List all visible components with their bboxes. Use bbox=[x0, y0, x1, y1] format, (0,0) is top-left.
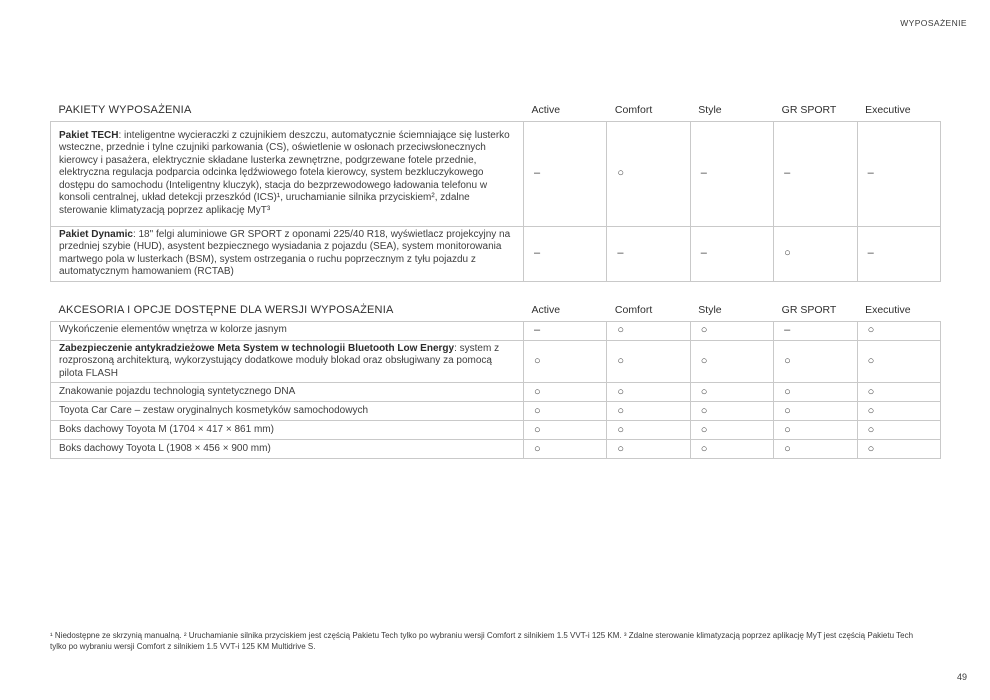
availability-cell: ○ bbox=[607, 421, 690, 440]
trim-header-active: Active bbox=[531, 304, 561, 316]
trim-header-executive: Executive bbox=[865, 104, 911, 116]
package-name: Pakiet TECH bbox=[59, 129, 119, 141]
table-row bbox=[51, 321, 941, 340]
package-description: : inteligentne wycieraczki z czujnikiem deszczu, automatycznie ściemniające się lusterko wsteczne, przednie i tylne czujniki parkowania (CS), oświetlenie w osłonach przeciwsłonecznych kierowcy i pasażera, elektrycznie składane lusterka zewnętrzne, podgrzewane fotele przednie, elektryczna regulacja podparcia odcinka lędźwiowego fotela kierowcy, system bezkluczykowego dostępu do samochodu (Inteligentny kluczyk), stacja do bezprzewodowego ładowania telefonu w konsoli centralnej, układ detekcji przeszkód (ICS)¹, uruchamianie silnika przyciskiem², zdalne sterowanie klimatyzacją poprzez aplikację MyT³ bbox=[59, 129, 510, 217]
availability-cell: ○ bbox=[774, 383, 857, 402]
availability-cell: ○ bbox=[690, 321, 773, 340]
trim-header-gr-sport: GR SPORT bbox=[781, 104, 837, 116]
accessory-description: Boks dachowy Toyota M (1704 × 417 × 861 mm) bbox=[59, 424, 274, 436]
accessories-title: AKCESORIA I OPCJE DOSTĘPNE DLA WERSJI WYPOSAŻENIA bbox=[58, 304, 394, 316]
feature-cell bbox=[51, 340, 524, 383]
availability-cell: ○ bbox=[607, 402, 690, 421]
feature-cell bbox=[51, 321, 524, 340]
availability-cell: ○ bbox=[524, 440, 607, 459]
package-description: : 18" felgi aluminiowe GR SPORT z oponami 225/40 R18, wyświetlacz projekcyjny na przedniej szybie (HUD), asystent bezpiecznego wysiadania z pojazdu (SEA), system monitorowania martwego pola w lusterkach (BSM), system ostrzegania o ruchu poprzecznym z tyłu pojazdu z automatycznym hamowaniem (RCTAB) bbox=[59, 228, 511, 278]
table-row bbox=[51, 421, 941, 440]
availability-cell: ○ bbox=[774, 226, 857, 281]
availability-cell: ○ bbox=[774, 402, 857, 421]
feature-cell bbox=[51, 440, 524, 459]
accessory-description: : system z rozproszoną architekturą, wykorzystujący dodatkowe moduły blokad oraz obsługiwany za pomocą pilota FLASH bbox=[59, 342, 500, 379]
availability-cell: ○ bbox=[607, 321, 690, 340]
section-label: WYPOSAŻENIE bbox=[900, 18, 967, 28]
availability-cell: ○ bbox=[857, 402, 940, 421]
availability-cell: – bbox=[857, 121, 940, 226]
availability-cell: ○ bbox=[857, 321, 940, 340]
table-row bbox=[51, 402, 941, 421]
availability-cell: – bbox=[857, 226, 940, 281]
availability-cell: – bbox=[774, 121, 857, 226]
availability-cell: ○ bbox=[690, 402, 773, 421]
accessory-description: Znakowanie pojazdu technologią syntetycznego DNA bbox=[59, 386, 296, 398]
availability-cell: ○ bbox=[857, 340, 940, 383]
availability-cell: ○ bbox=[524, 402, 607, 421]
availability-cell: – bbox=[690, 121, 773, 226]
availability-cell: ○ bbox=[690, 340, 773, 383]
package-name: Pakiet Dynamic bbox=[59, 228, 133, 240]
availability-cell: ○ bbox=[857, 383, 940, 402]
trim-header-executive: Executive bbox=[865, 304, 911, 316]
trim-header-comfort: Comfort bbox=[614, 304, 653, 316]
page-number: 49 bbox=[956, 672, 967, 682]
feature-cell bbox=[51, 402, 524, 421]
feature-cell bbox=[51, 121, 524, 226]
table-row bbox=[51, 383, 941, 402]
availability-cell: ○ bbox=[690, 421, 773, 440]
accessory-description: Toyota Car Care – zestaw oryginalnych kosmetyków samochodowych bbox=[59, 405, 369, 417]
accessory-description: Boks dachowy Toyota L (1908 × 456 × 900 mm) bbox=[59, 443, 271, 455]
availability-cell: ○ bbox=[690, 440, 773, 459]
availability-cell: ○ bbox=[857, 440, 940, 459]
accessory-name: Zabezpieczenie antykradzieżowe Meta System w technologii Bluetooth Low Energy bbox=[59, 342, 455, 354]
availability-cell: – bbox=[607, 226, 690, 281]
availability-cell: – bbox=[774, 321, 857, 340]
footnote: ¹ Niedostępne ze skrzynią manualną. ² Uruchamianie silnika przyciskiem jest częścią Pakietu Tech tylko po wybraniu wersji Comfort z silnikiem 1.5 VVT-i 125 KM. ³ Zdalne sterowanie klimatyzacją poprzez aplikację MyT jest częścią Pakietu Tech tylko po wybraniu wersji Comfort z silnikiem 1.5 VVT-i 125 KM Multidrive S. bbox=[50, 631, 914, 651]
accessories-header-row bbox=[51, 304, 941, 321]
availability-cell: ○ bbox=[607, 383, 690, 402]
trim-header-gr-sport: GR SPORT bbox=[781, 304, 837, 316]
availability-cell: ○ bbox=[607, 440, 690, 459]
availability-cell: ○ bbox=[607, 340, 690, 383]
table-row bbox=[51, 440, 941, 459]
availability-cell: ○ bbox=[524, 340, 607, 383]
availability-cell: ○ bbox=[690, 383, 773, 402]
feature-cell bbox=[51, 226, 524, 281]
trim-header-style: Style bbox=[698, 104, 722, 116]
trim-header-active: Active bbox=[531, 104, 561, 116]
trim-header-style: Style bbox=[698, 304, 722, 316]
availability-cell: ○ bbox=[524, 421, 607, 440]
availability-cell: – bbox=[524, 321, 607, 340]
table-row bbox=[51, 226, 941, 281]
availability-cell: ○ bbox=[774, 440, 857, 459]
table-row bbox=[51, 340, 941, 383]
availability-cell: – bbox=[690, 226, 773, 281]
packages-title: PAKIETY WYPOSAŻENIA bbox=[58, 104, 192, 116]
availability-cell: ○ bbox=[607, 121, 690, 226]
packages-table bbox=[50, 104, 941, 282]
availability-cell: – bbox=[524, 226, 607, 281]
packages-header-row bbox=[51, 104, 941, 121]
availability-cell: ○ bbox=[524, 383, 607, 402]
feature-cell bbox=[51, 383, 524, 402]
trim-header-comfort: Comfort bbox=[614, 104, 653, 116]
table-row bbox=[51, 121, 941, 226]
availability-cell: – bbox=[524, 121, 607, 226]
accessories-table bbox=[50, 304, 941, 459]
availability-cell: ○ bbox=[857, 421, 940, 440]
availability-cell: ○ bbox=[774, 421, 857, 440]
accessory-description: Wykończenie elementów wnętrza w kolorze jasnym bbox=[59, 324, 287, 336]
availability-cell: ○ bbox=[774, 340, 857, 383]
feature-cell bbox=[51, 421, 524, 440]
